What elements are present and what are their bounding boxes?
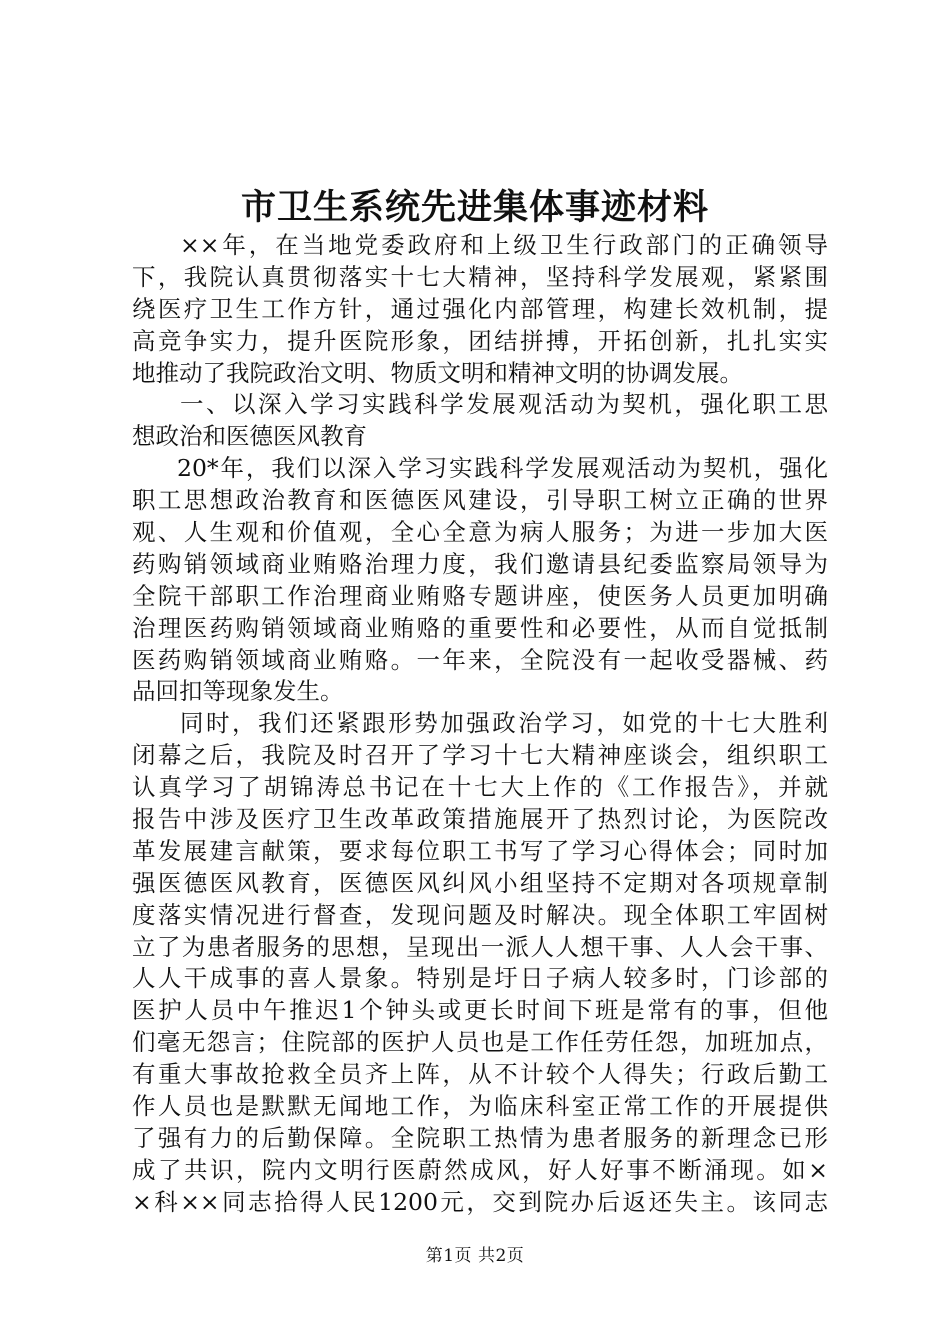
text-line: 药购销领域商业贿赂治理力度，我们邀请县纪委监察局领导为 (132, 549, 828, 578)
text-line: 人人干成事的喜人景象。特别是圩日子病人较多时，门诊部的 (132, 964, 828, 993)
text-line: ×科××同志拾得人民1200元，交到院办后返还失主。该同志 (132, 1187, 828, 1216)
text-line: 了强有力的后勤保障。全院职工热情为患者服务的新理念已形 (132, 1123, 828, 1152)
text-line: 治理医药购销领域商业贿赂的重要性和必要性，从而自觉抵制 (132, 613, 828, 642)
text-line: 革发展建言献策，要求每位职工书写了学习心得体会；同时加 (132, 836, 828, 865)
section-heading-line: 一、以深入学习实践科学发展观活动为契机，强化职工思 (180, 390, 828, 419)
text-line: 强医德医风教育，医德医风纠风小组坚持不定期对各项规章制 (132, 868, 828, 897)
text-line: 立了为患者服务的思想，呈现出一派人人想干事、人人会干事、 (132, 932, 828, 961)
text-line: 闭幕之后，我院及时召开了学习十七大精神座谈会，组织职工 (132, 741, 828, 770)
text-line: 们毫无怨言；住院部的医护人员也是工作任劳任怨，加班加点， (132, 1028, 828, 1057)
text-line: 下，我院认真贯彻落实十七大精神，坚持科学发展观，紧紧围 (132, 262, 828, 291)
text-line: 报告中涉及医疗卫生改革政策措施展开了热烈讨论，为医院改 (132, 805, 828, 834)
text-line: 医护人员中午推迟1个钟头或更长时间下班是常有的事，但他 (132, 996, 828, 1025)
text-line: 成了共识，院内文明行医蔚然成风，好人好事不断涌现。如× (132, 1155, 828, 1184)
text-line: 全院干部职工作治理商业贿赂专题讲座，使医务人员更加明确 (132, 581, 828, 610)
text-line: 同时，我们还紧跟形势加强政治学习，如党的十七大胜利 (180, 709, 828, 738)
text-line: 品回扣等现象发生。 (132, 677, 344, 706)
document-body (132, 230, 828, 1219)
text-line: 地推动了我院政治文明、物质文明和精神文明的协调发展。 (132, 358, 743, 387)
page-footer: 第1页 共2页 (425, 1246, 525, 1266)
text-line: 度落实情况进行督查，发现问题及时解决。现全体职工牢固树 (132, 900, 828, 929)
text-line: 观、人生观和价值观，全心全意为病人服务；为进一步加大医 (132, 518, 828, 547)
section-heading-line: 想政治和医德医风教育 (132, 422, 367, 451)
text-line: 职工思想政治教育和医德医风建设，引导职工树立正确的世界 (132, 486, 828, 515)
text-line: ××年，在当地党委政府和上级卫生行政部门的正确领导 (180, 231, 828, 259)
text-line: 医药购销领域商业贿赂。一年来，全院没有一起收受器械、药 (132, 645, 828, 674)
text-line: 绕医疗卫生工作方针，通过强化内部管理，构建长效机制，提 (132, 294, 828, 323)
document-title: 市卫生系统先进集体事迹材料 (240, 187, 709, 228)
text-line: 高竞争实力，提升医院形象，团结拼搏，开拓创新，扎扎实实 (132, 326, 828, 355)
text-line: 20*年，我们以深入学习实践科学发展观活动为契机，强化 (177, 454, 828, 483)
text-line: 有重大事故抢救全员齐上阵，从不计较个人得失；行政后勤工 (132, 1060, 828, 1089)
text-line: 作人员也是默默无闻地工作，为临床科室正常工作的开展提供 (132, 1092, 828, 1121)
text-line: 认真学习了胡锦涛总书记在十七大上作的《工作报告》，并就 (132, 773, 828, 802)
